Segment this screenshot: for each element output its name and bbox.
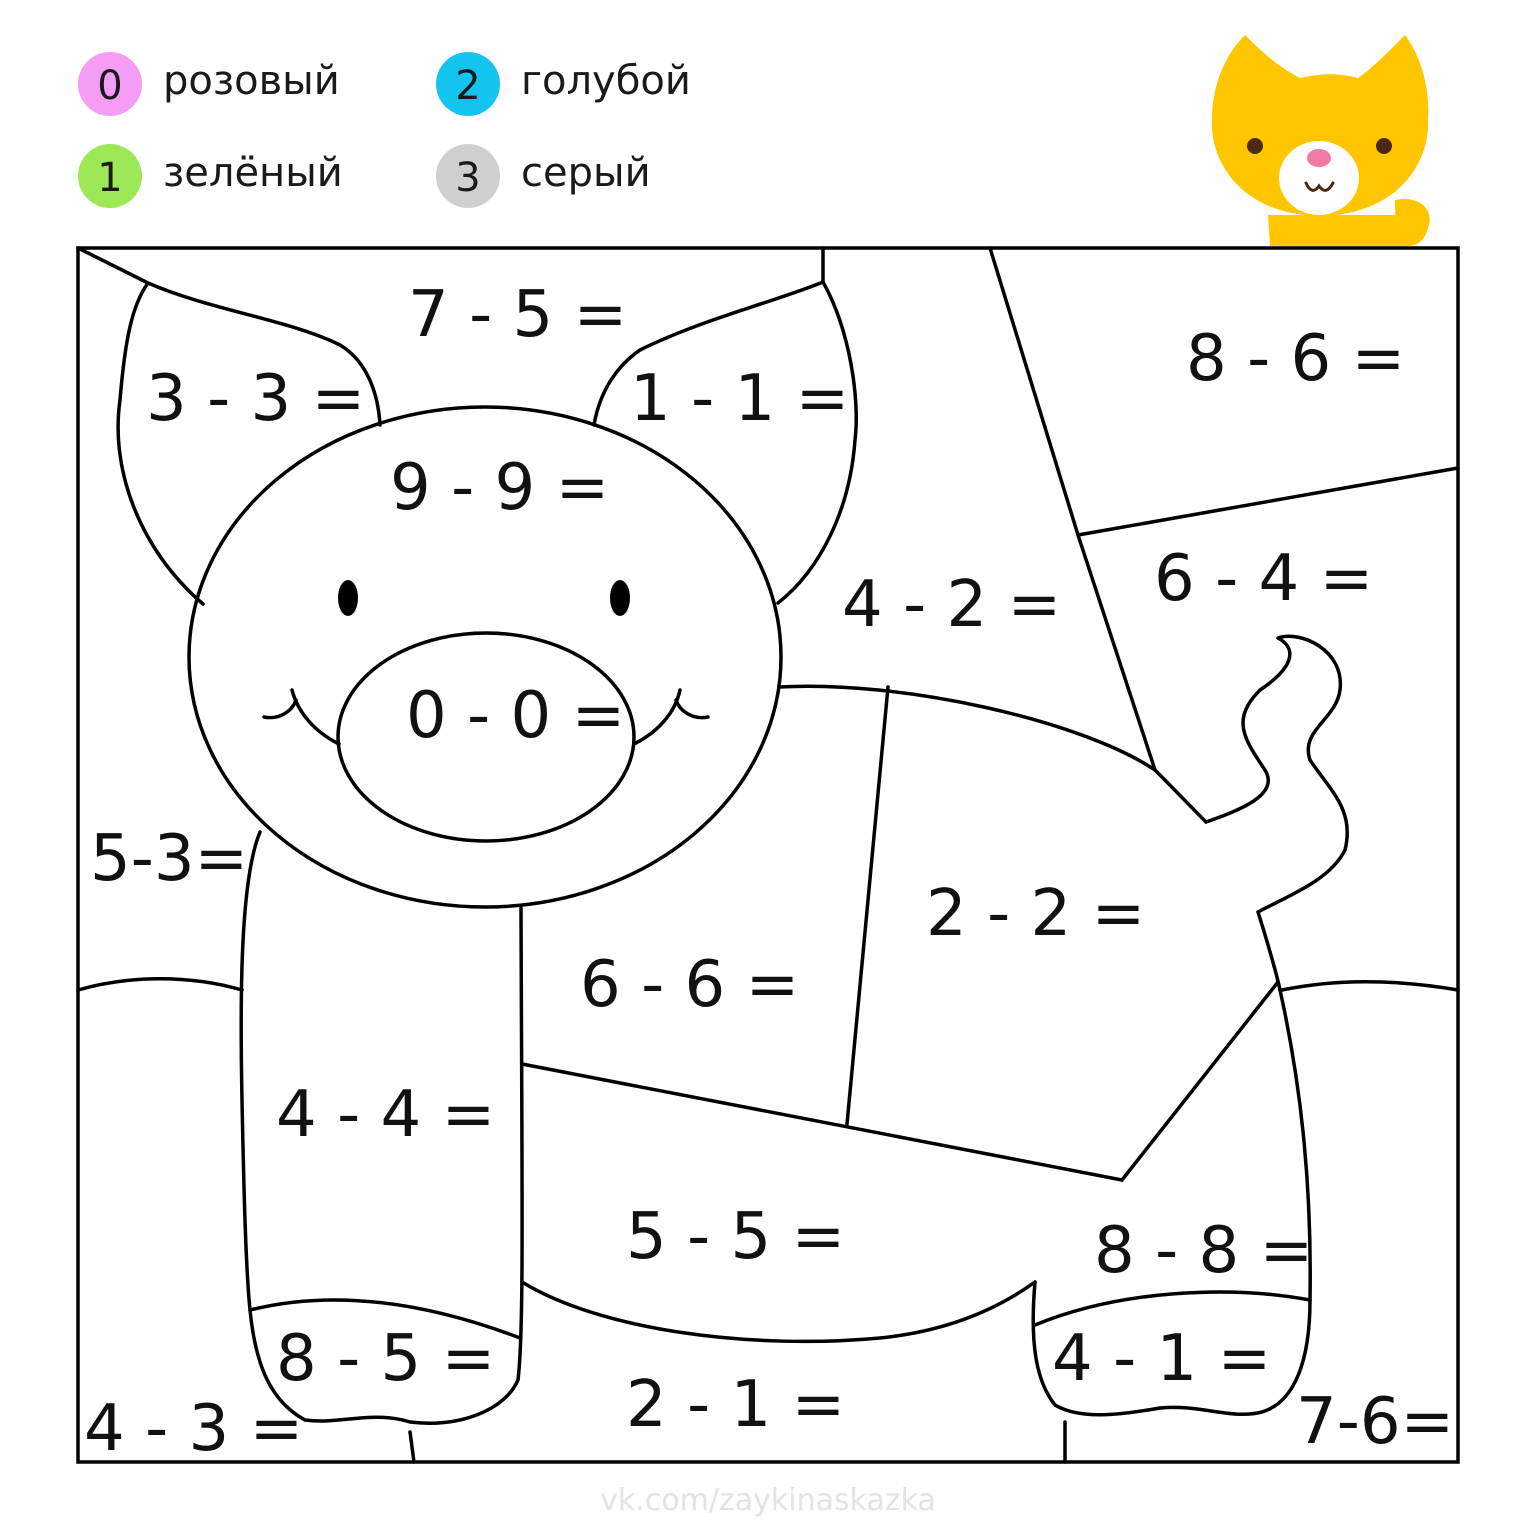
equations bbox=[84, 278, 1454, 1466]
equation-left-ear: 3 - 3 = bbox=[146, 362, 366, 436]
equation-belly: 6 - 6 = bbox=[580, 948, 800, 1022]
legend-item-0 bbox=[78, 52, 340, 116]
equation-bottom-middle: 2 - 1 = bbox=[626, 1368, 846, 1442]
equation-neck-right: 4 - 2 = bbox=[842, 568, 1062, 642]
cat-icon bbox=[1212, 35, 1430, 246]
equation-right-mid: 6 - 4 = bbox=[1154, 542, 1374, 616]
legend-label: серый bbox=[521, 150, 651, 196]
legend-label: розовый bbox=[163, 58, 340, 104]
equation-snout: 0 - 0 = bbox=[406, 679, 626, 753]
equation-back: 2 - 2 = bbox=[926, 877, 1146, 951]
pig-eye bbox=[610, 580, 630, 616]
equation-ear-top: 7 - 5 = bbox=[408, 278, 628, 352]
legend-item-2 bbox=[436, 52, 691, 116]
equation-bottom-right: 7-6= bbox=[1296, 1385, 1455, 1459]
watermark: vk.com/zaykinaskazka bbox=[600, 1483, 936, 1518]
equation-under-belly: 5 - 5 = bbox=[626, 1200, 846, 1274]
legend-number: 2 bbox=[455, 63, 481, 109]
legend-number: 0 bbox=[97, 63, 123, 109]
legend-number: 1 bbox=[97, 155, 123, 201]
legend-number: 3 bbox=[455, 155, 481, 201]
equation-back-leg: 8 - 8 = bbox=[1094, 1214, 1314, 1288]
equation-right-ear: 1 - 1 = bbox=[630, 362, 850, 436]
equation-front-hoof: 8 - 5 = bbox=[276, 1322, 496, 1396]
equation-back-hoof: 4 - 1 = bbox=[1052, 1322, 1272, 1396]
legend-item-3 bbox=[436, 144, 651, 208]
legend-label: голубой bbox=[521, 58, 691, 104]
equation-head: 9 - 9 = bbox=[390, 451, 610, 525]
pig-eye bbox=[338, 580, 358, 616]
legend-item-1 bbox=[78, 144, 343, 208]
equation-front-leg: 4 - 4 = bbox=[276, 1078, 496, 1152]
equation-bottom-left: 4 - 3 = bbox=[84, 1392, 304, 1466]
equation-top-right: 8 - 6 = bbox=[1186, 322, 1406, 396]
equation-left-side: 5-3= bbox=[90, 822, 249, 896]
legend-label: зелёный bbox=[163, 150, 343, 196]
color-legend bbox=[78, 52, 691, 208]
